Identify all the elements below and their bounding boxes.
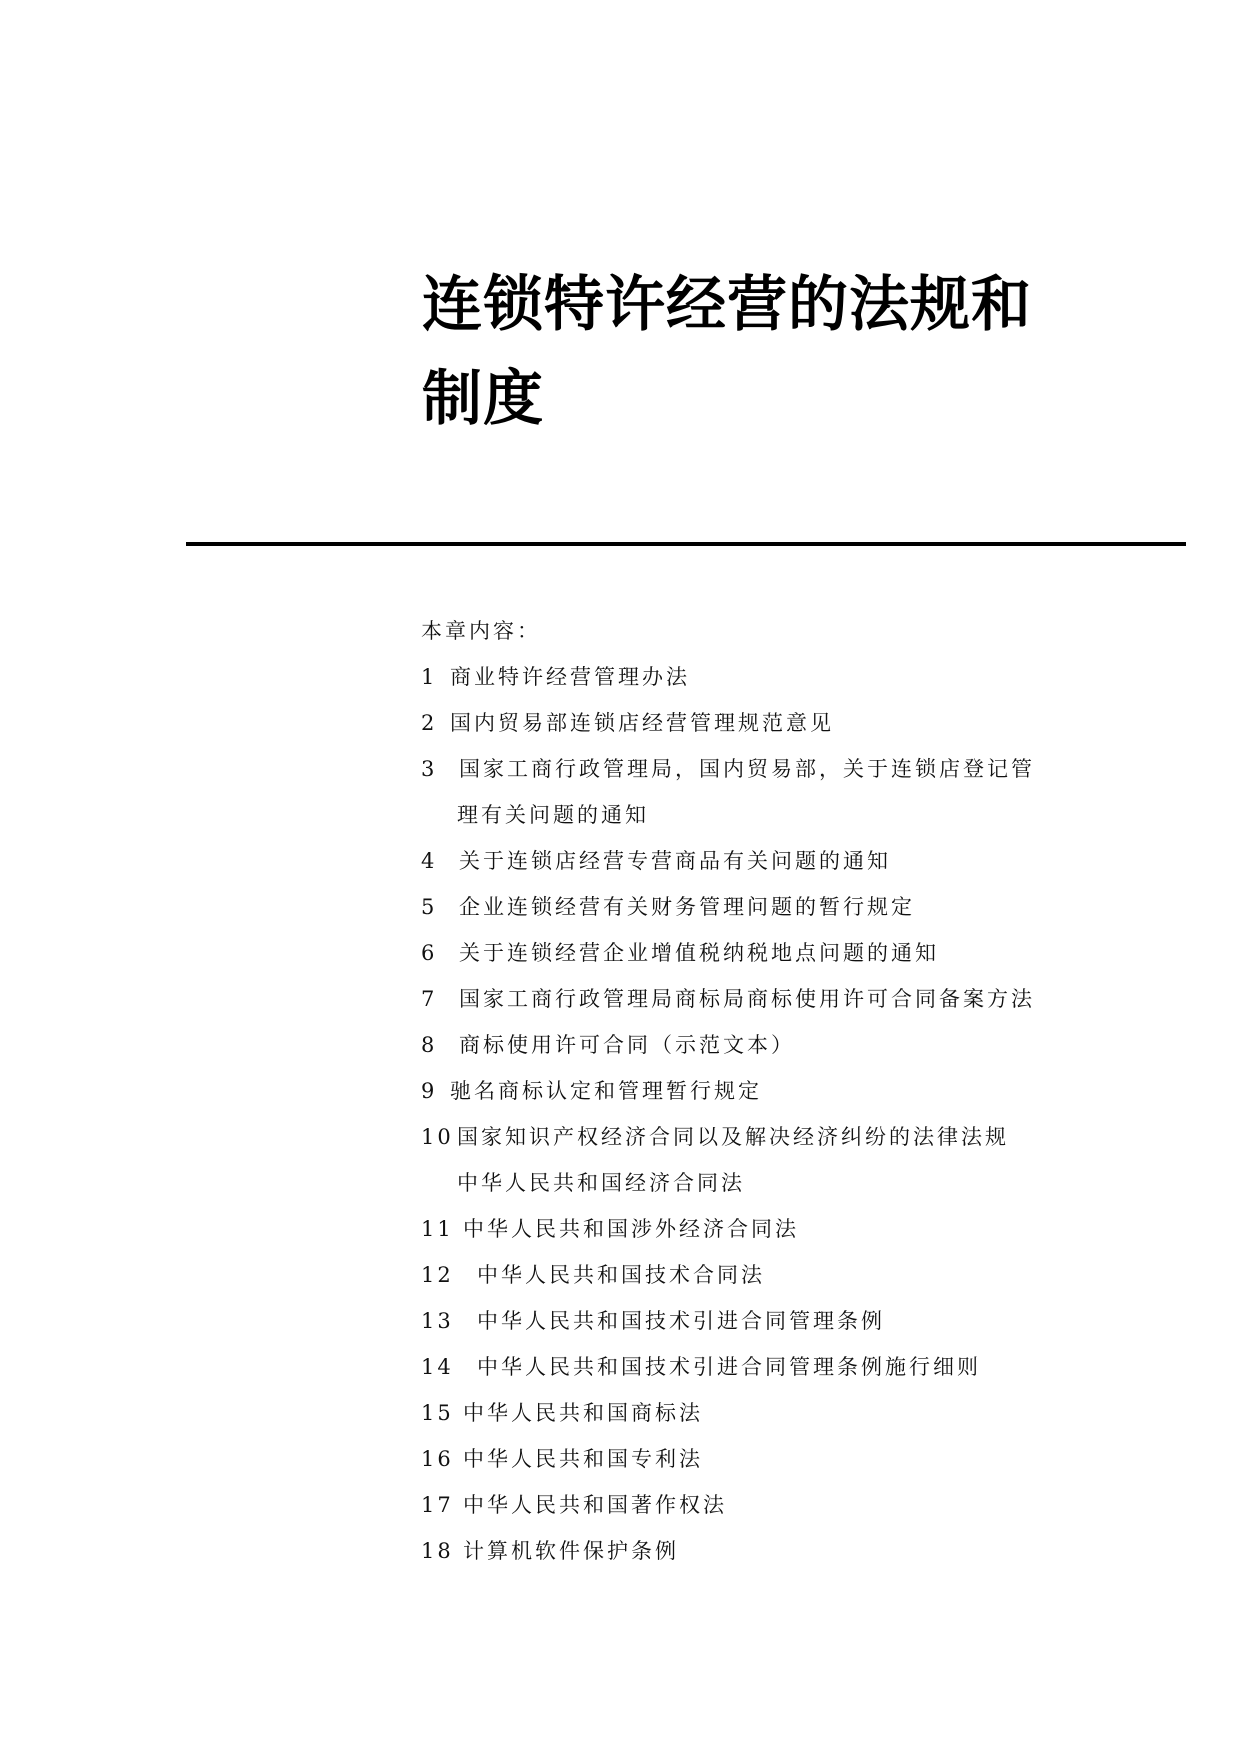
toc-item-7 [421,976,1121,1022]
chapter-title-line-1: 连锁特许经营的法规和 [422,270,1032,340]
toc-item-3 [421,746,1121,792]
toc-item-number: 12 [421,1263,454,1287]
toc-item-text: 中华人民共和国专利法 [463,1447,703,1471]
toc-item-number: 13 [421,1309,454,1333]
toc-item-text: 中华人民共和国技术合同法 [477,1263,765,1287]
toc-item-text: 国家工商行政管理局商标局商标使用许可合同备案方法 [459,987,1035,1011]
toc-item-text: 商业特许经营管理办法 [450,665,690,689]
toc-item-16 [421,1436,1121,1482]
toc-item-11 [421,1206,1121,1252]
toc-item-number: 17 [421,1493,454,1517]
toc-item-8 [421,1022,1121,1068]
toc-item-5 [421,884,1121,930]
toc-item-number: 3 [421,757,438,781]
toc-item-10-continued [421,1160,1121,1206]
toc-item-text: 中华人民共和国著作权法 [463,1493,727,1517]
toc-item-1 [421,654,1121,700]
toc-item-text: 驰名商标认定和管理暂行规定 [450,1079,762,1103]
toc-item-number: 11 [421,1217,454,1241]
chapter-contents [421,608,1121,1574]
toc-item-text: 商标使用许可合同（示范文本） [459,1033,795,1057]
toc-item-text: 计算机软件保护条例 [463,1539,679,1563]
toc-item-number: 5 [421,895,438,919]
toc-item-number: 1 [421,665,438,689]
toc-item-text: 关于连锁店经营专营商品有关问题的通知 [459,849,891,873]
contents-heading: 本章内容： [421,619,541,643]
toc-item-17 [421,1482,1121,1528]
toc-item-text: 国家知识产权经济合同以及解决经济纠纷的法律法规 [457,1125,1009,1149]
toc-item-2 [421,700,1121,746]
toc-item-text: 中华人民共和国技术引进合同管理条例 [477,1309,885,1333]
toc-item-number: 14 [421,1355,454,1379]
toc-item-15 [421,1390,1121,1436]
toc-item-number: 7 [421,987,438,1011]
title-divider [186,542,1186,546]
toc-item-number: 10 [421,1125,454,1149]
toc-item-text: 国内贸易部连锁店经营管理规范意见 [450,711,834,735]
toc-item-6 [421,930,1121,976]
chapter-title-line-2: 制度 [422,364,544,434]
toc-item-number: 16 [421,1447,454,1471]
toc-item-10 [421,1114,1121,1160]
toc-item-text: 国家工商行政管理局，国内贸易部，关于连锁店登记管 [459,757,1035,781]
chapter-title [422,258,1102,446]
toc-item-number: 6 [421,941,438,965]
toc-item-14 [421,1344,1121,1390]
toc-item-text: 理有关问题的通知 [457,803,649,827]
toc-item-text: 中华人民共和国技术引进合同管理条例施行细则 [477,1355,981,1379]
toc-item-number: 4 [421,849,438,873]
toc-item-text: 中华人民共和国涉外经济合同法 [463,1217,799,1241]
toc-item-number: 9 [421,1079,438,1103]
toc-item-number: 2 [421,711,438,735]
toc-item-3-continued [421,792,1121,838]
toc-item-text: 企业连锁经营有关财务管理问题的暂行规定 [459,895,915,919]
toc-item-number: 18 [421,1539,454,1563]
toc-item-4 [421,838,1121,884]
toc-item-number: 8 [421,1033,438,1057]
toc-item-12 [421,1252,1121,1298]
toc-item-18 [421,1528,1121,1574]
toc-item-13 [421,1298,1121,1344]
toc-item-text: 中华人民共和国商标法 [463,1401,703,1425]
toc-item-9 [421,1068,1121,1114]
toc-item-text: 关于连锁经营企业增值税纳税地点问题的通知 [459,941,939,965]
toc-item-text: 中华人民共和国经济合同法 [457,1171,745,1195]
toc-item-number: 15 [421,1401,454,1425]
